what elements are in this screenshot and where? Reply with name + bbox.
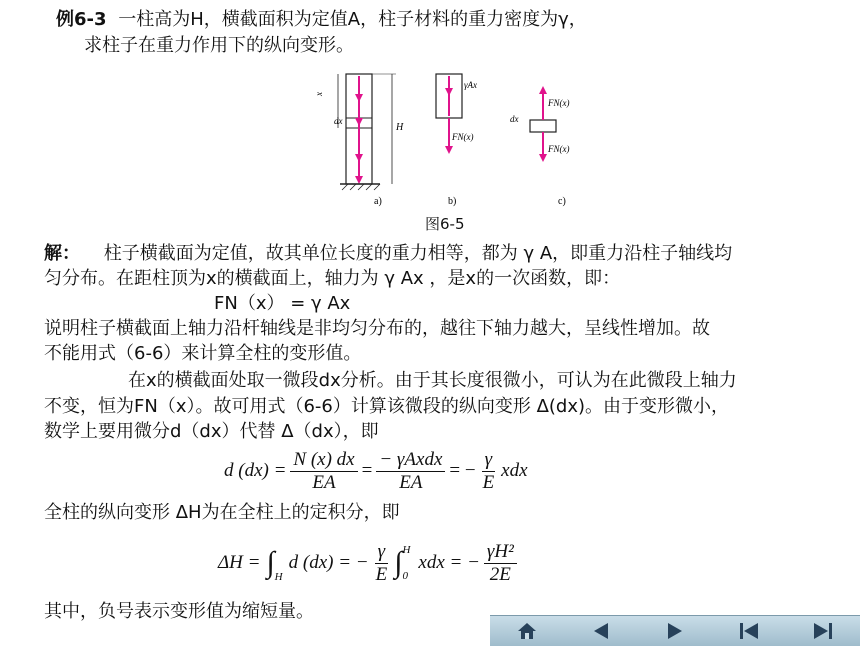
slide-navigation-bar <box>490 615 860 646</box>
f1-lhs: d (dx) = <box>224 460 287 481</box>
f2-lhs: ΔH = <box>218 552 261 573</box>
f2-frac2 <box>484 541 517 586</box>
p2-line1: 说明柱子横截面上轴力沿杆轴线是非均匀分布的，越往下轴力越大，呈线性增加。故 <box>44 318 710 339</box>
figure-b <box>436 74 477 207</box>
f2-integral1: ∫ <box>266 546 275 579</box>
figure-c <box>510 86 570 207</box>
label-dx-c: dx <box>510 114 519 124</box>
f2-mid2: xdx = − <box>418 552 480 573</box>
p2-line2: 不能用式（6-6）来计算全柱的变形值。 <box>44 343 362 364</box>
f1-frac2-den: EA <box>399 471 423 493</box>
figure-a <box>314 74 404 207</box>
label-H: H <box>396 122 404 133</box>
p5: 其中，负号表示变形值为缩短量。 <box>44 601 314 622</box>
f2-integral2-sub: 0 <box>402 570 408 582</box>
f1-eq-a: = <box>361 460 373 481</box>
f1-frac3-den: E <box>482 471 495 493</box>
f1-tail: xdx <box>501 460 528 481</box>
last-button[interactable] <box>786 616 860 646</box>
problem-statement-line1: 一柱高为H，横截面积为定值A，柱子材料的重力密度为γ， <box>118 9 587 30</box>
f2-mid1: d (dx) = − <box>288 552 369 573</box>
eq-fn: FN（x） = γ Ax <box>214 293 351 314</box>
f2-frac1-num: γ <box>375 541 389 564</box>
f1-frac1-den: EA <box>312 471 336 493</box>
f2-frac1 <box>373 541 391 586</box>
f2-frac2-num: γH² <box>484 541 517 564</box>
p3-line3: 数学上要用微分d（dx）代替 Δ（dx），即 <box>44 421 379 442</box>
next-button[interactable] <box>638 616 712 646</box>
solution-label: 解： <box>44 243 80 264</box>
p4: 全柱的纵向变形 ΔH为在全柱上的定积分，即 <box>44 502 400 523</box>
f2-integral2: ∫ <box>394 546 403 579</box>
f1-frac2 <box>376 449 445 494</box>
column-figure <box>314 66 590 216</box>
next-icon <box>664 621 686 641</box>
label-x: x <box>314 92 324 96</box>
last-icon <box>811 621 835 641</box>
home-icon <box>516 621 538 641</box>
figure-caption: 图6-5 <box>425 215 465 233</box>
prev-button[interactable] <box>564 616 638 646</box>
problem-header <box>56 8 587 32</box>
formula-deformation-element <box>224 446 528 496</box>
p1-line1-text: 柱子横截面为定值，故其单位长度的重力相等，都为 γ A，即重力沿柱子轴线均 <box>103 243 733 264</box>
p1-line1 <box>44 242 732 266</box>
sub-b: b) <box>448 196 457 207</box>
f1-frac2-num: − γAxdx <box>376 449 445 472</box>
problem-label: 例6-3 <box>56 9 107 30</box>
f1-eq-b: = − <box>449 460 476 481</box>
f1-frac1-num: N (x) dx <box>290 449 357 472</box>
p1-line2: 匀分布。在距柱顶为x的横截面上，轴力为 γ Ax ，是x的一次函数，即： <box>44 268 621 289</box>
f1-frac3 <box>480 449 498 494</box>
f2-integral2-limits <box>402 544 410 582</box>
p3-line2: 不变，恒为FN（x）。故可用式（6-6）计算该微段的纵向变形 Δ(dx)。由于变形微小， <box>44 396 730 417</box>
f2-integral1-sub: H <box>274 571 283 583</box>
sub-c: c) <box>558 196 566 207</box>
f2-frac1-den: E <box>375 563 388 585</box>
label-gamma-ax: γAx <box>464 80 478 90</box>
f2-integral2-sup: H <box>402 544 411 556</box>
f2-frac2-den: 2E <box>489 563 511 585</box>
label-dx: dx <box>334 116 343 126</box>
label-fn-c-bot: FN(x) <box>548 144 570 154</box>
f1-frac1 <box>290 449 357 494</box>
prev-icon <box>590 621 612 641</box>
f1-frac3-num: γ <box>482 449 496 472</box>
p3-line1: 在x的横截面处取一微段dx分析。由于其长度很微小，可认为在此微段上轴力 <box>128 370 737 391</box>
formula-total-deformation <box>218 536 521 590</box>
first-button[interactable] <box>712 616 786 646</box>
sub-a: a) <box>374 196 382 207</box>
problem-statement-line2: 求柱子在重力作用下的纵向变形。 <box>84 35 354 56</box>
label-fn-b: FN(x) <box>452 132 474 142</box>
label-fn-c-top: FN(x) <box>548 98 570 108</box>
home-button[interactable] <box>490 616 564 646</box>
first-icon <box>737 621 761 641</box>
